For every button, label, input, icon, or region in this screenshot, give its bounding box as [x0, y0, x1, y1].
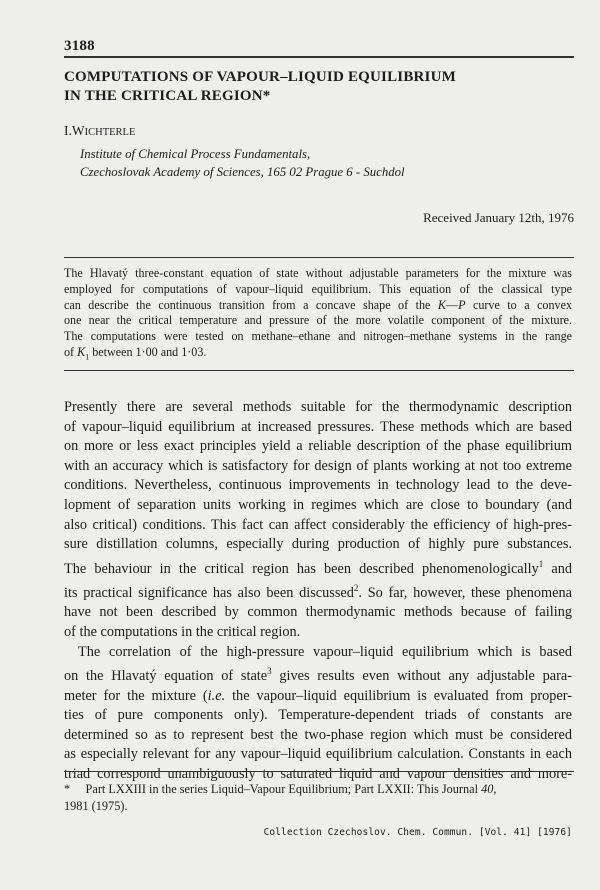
body-text: [64, 398, 572, 785]
body-line: determined so as to represent best the two-phase region which must be considered: [64, 726, 572, 743]
body-line: of vapour–liquid equilibrium at increased pressures. These methods which are based: [64, 418, 572, 435]
body-line: triad correspond unambiguously to saturated liquid and vapour densities and more-: [64, 765, 572, 782]
body-line: conditions. Nevertheless, continuous improvements in technology lead to the deve-: [64, 477, 572, 494]
body-line: with an accuracy which is satisfactory for design of plants working at not too extreme: [64, 457, 572, 474]
footnote-rule: [64, 771, 574, 772]
footnote: [64, 781, 572, 815]
affiliation: [80, 145, 405, 181]
abstract-line: can describe the continuous transition from a concave shape of the K—P curve to a convex: [64, 297, 572, 312]
footnote-line: 1981 (1975).: [64, 799, 128, 813]
page-number: 3188: [64, 38, 95, 54]
body-line: ties of pure components only). Temperature-dependent triads of constants are: [64, 707, 572, 724]
abstract-line: The Hlavatý three-constant equation of state without adjustable parameters for the mixture was: [64, 266, 572, 280]
header-rule: [64, 56, 574, 58]
abstract-line: one near the critical temperature and pressure of the more volatile component of the mixture.: [64, 313, 572, 328]
paper-title: [64, 68, 564, 105]
journal-footer: Collection Czechoslov. Chem. Commun. [Vol. 41] [1976]: [263, 827, 572, 838]
body-line: on more or less exact principles yield a reliable description of the phase equilibrium: [64, 438, 572, 455]
affiliation-line: Czechoslovak Academy of Sciences, 165 02 Prague 6 - Suchdol: [80, 165, 405, 179]
body-line: on the Hlavatý equation of state$^3$ gives results even without any adjustable para-: [64, 666, 572, 685]
body-line: have not been described by common thermodynamic methods because of failing: [64, 604, 572, 621]
title-line: COMPUTATIONS OF VAPOUR–LIQUID EQUILIBRIUM: [64, 69, 456, 85]
body-line: of the computations in the critical region.: [64, 624, 301, 641]
body-line: The behaviour in the critical region has been described phenomenologically$^1$ and: [64, 558, 572, 577]
body-line: as especially relevant for any vapour–liquid equilibrium calculation. Constants in each: [64, 746, 572, 763]
abstract-line: The computations were tested on methane–ethane and nitrogen–methane systems in the range: [64, 329, 572, 344]
paragraph-1: [64, 398, 572, 643]
footnote-line: * Part LXXIII in the series Liquid–Vapour Equilibrium; Part LXXII: This Journal 40,: [64, 782, 497, 796]
body-line: meter for the mixture (i.e. the vapour–liquid equilibrium is evaluated from proper-: [64, 687, 572, 704]
body-line: also critical) conditions. This fact can affect considerably the efficiency of high-pres-: [64, 516, 572, 533]
body-line: its practical significance has also been discussed$^2$. So far, however, these phenomena: [64, 583, 572, 601]
abstract-bottom-rule: [64, 370, 574, 371]
abstract-top-rule: [64, 257, 574, 258]
title-line: IN THE CRITICAL REGION*: [64, 87, 271, 104]
affiliation-line: Institute of Chemical Process Fundamentals,: [80, 147, 311, 161]
abstract: [64, 266, 572, 365]
received-date: Received January 12th, 1976: [423, 210, 574, 225]
body-line: The correlation of the high-pressure vapour–liquid equilibrium which is based: [78, 643, 572, 660]
body-line: Presently there are several methods suitable for the thermodynamic description: [64, 399, 572, 415]
body-line: lopment of separation units working in regimes which are close to boundary (and: [64, 496, 572, 513]
body-line: sure distillation columns, especially during production of highly pure substances.: [64, 536, 572, 553]
paragraph-2: [64, 643, 572, 785]
abstract-line: of $K_1$ between 1·00 and 1·03.: [64, 344, 207, 362]
author: I.WICHTERLE: [64, 123, 136, 138]
abstract-line: employed for computations of vapour–liquid equilibrium. This equation of the classical type: [64, 281, 572, 296]
